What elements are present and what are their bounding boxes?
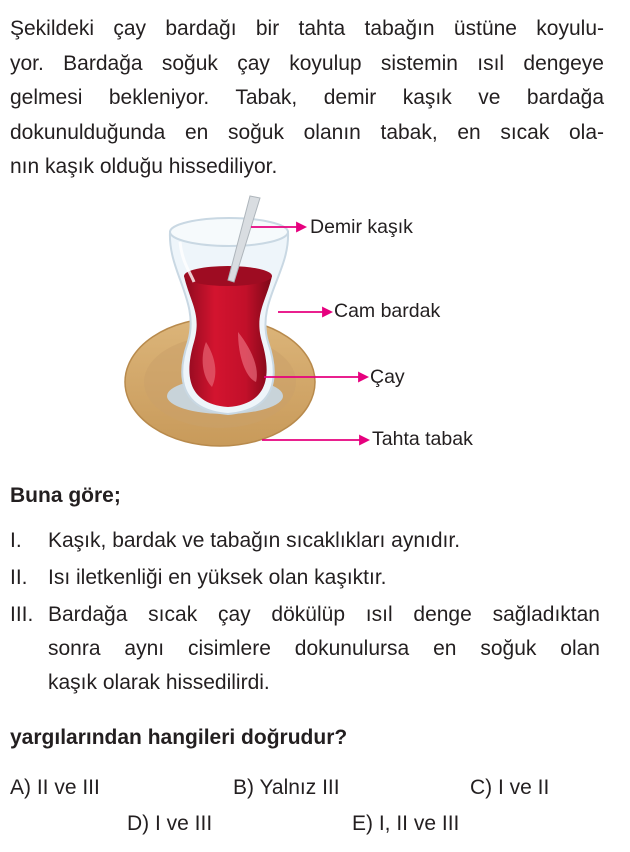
statement-number: II.: [10, 566, 28, 589]
statement-text: Bardağa sıcak çay dökülüp ısıl denge sağladıktan: [48, 603, 600, 626]
stem-line: Şekildeki çay bardağı bir tahta tabağın üstüne koyulu-: [10, 17, 604, 40]
statement-text: sonra aynı cisimlere dokunulursa en soğuk olan: [48, 637, 600, 660]
question-prompt: yargılarından hangileri doğrudur?: [10, 726, 348, 749]
stem-line: nın kaşık olduğu hissediliyor.: [10, 155, 278, 179]
statement-item: [10, 524, 600, 558]
tea-shape: [184, 276, 272, 407]
tea-glass-figure: [110, 182, 530, 457]
statement-number: I.: [10, 529, 22, 552]
stem-line: gelmesi bekleniyor. Tabak, demir kaşık ve bardağa: [10, 86, 604, 110]
stem-line: yor. Bardağa soğuk çay koyulup sistemin ısıl dengeye: [10, 51, 604, 75]
label-tea: Çay: [370, 366, 405, 388]
option-c[interactable]: C) I ve II: [470, 776, 550, 799]
statement-item: [10, 598, 600, 700]
option-d[interactable]: D) I ve III: [127, 812, 213, 835]
stem-line: dokunulduğunda en soğuk olanın tabak, en sıcak ola-: [10, 120, 604, 144]
statement-text: Isı iletkenliği en yüksek olan kaşıktır.: [48, 566, 387, 589]
question-stem: [10, 12, 604, 185]
statement-text: kaşık olarak hissedilirdi.: [48, 671, 270, 694]
option-e[interactable]: E) I, II ve III: [352, 812, 460, 835]
label-plate: Tahta tabak: [372, 428, 473, 450]
label-spoon: Demir kaşık: [310, 216, 413, 238]
statements-list: [10, 524, 600, 703]
statement-number: III.: [10, 603, 34, 626]
lead-text: Buna göre;: [10, 484, 121, 507]
label-glass: Cam bardak: [334, 300, 441, 322]
option-b[interactable]: B) Yalnız III: [233, 776, 340, 799]
statement-item: [10, 561, 600, 595]
option-a[interactable]: A) II ve III: [10, 776, 100, 799]
statement-text: Kaşık, bardak ve tabağın sıcaklıkları aynıdır.: [48, 529, 461, 552]
